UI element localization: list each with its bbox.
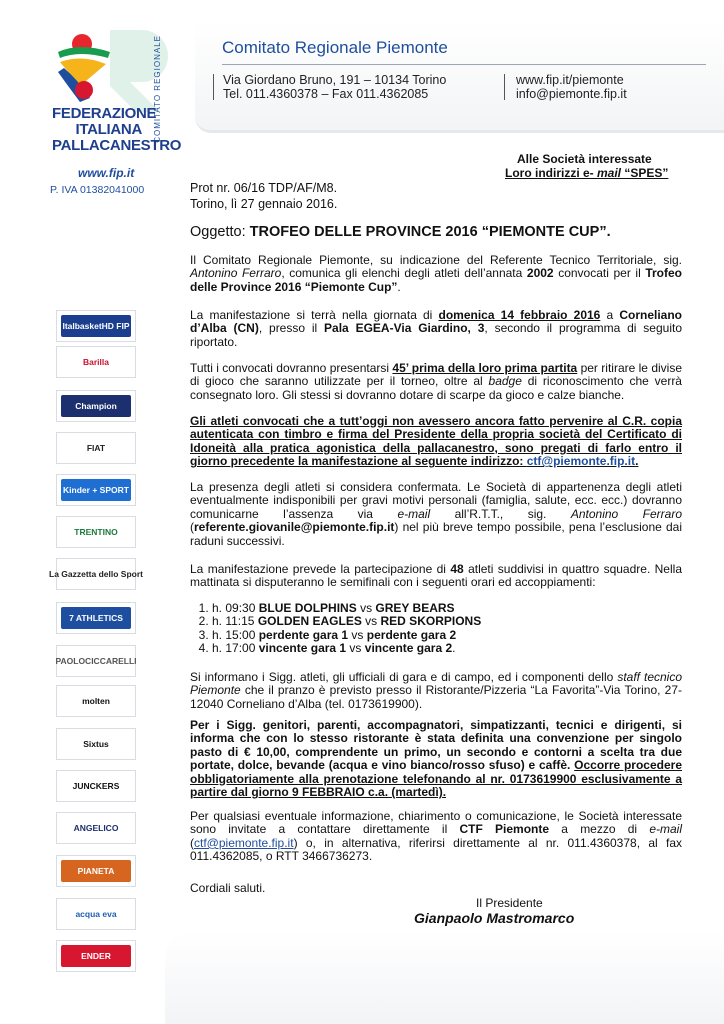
recipient-line: Alle Società interessate: [517, 152, 652, 166]
schedule-item: [212, 642, 481, 655]
place-date: Torino, lì 27 gennaio 2016.: [190, 197, 338, 211]
versus-label: vs: [356, 601, 376, 615]
protocol-block: [190, 180, 337, 212]
paragraph-venue: La manifestazione si terrà nella giornata di domenica 14 febbraio 2016 a Corneliano d’Alba (CN), presso il Pala EGEA-Via Giardino, 3, secondo il programma di seguito riportato.: [190, 308, 683, 349]
team-name: GREY BEARS: [375, 601, 455, 615]
sponsor-logo: [56, 855, 136, 887]
item-end: .: [452, 641, 456, 656]
signatory-role: Il Presidente: [476, 896, 543, 910]
sponsor-label: PIANETA: [61, 860, 131, 882]
sponsor-label: ItalbasketHD FIP: [61, 315, 131, 337]
match-time: h. 11:15: [212, 614, 258, 629]
vertical-label: COMITATO REGIONALE: [153, 35, 162, 143]
sponsor-label: Champion: [61, 395, 131, 417]
sponsor-logo: [49, 558, 143, 590]
schedule-item: [212, 602, 481, 615]
sponsor-logo: [56, 685, 136, 717]
match-time: h. 09:30: [212, 601, 259, 615]
sponsor-label: 7 ATHLETICS: [61, 607, 131, 629]
federation-name: [52, 105, 182, 154]
federation-line-3: PALLACANESTRO: [52, 137, 182, 154]
sponsor-logo: [56, 390, 136, 422]
sponsor-logo: [56, 940, 136, 972]
federation-website: www.fip.it: [78, 166, 135, 180]
paragraph-lunch: Si informano i Sigg. atleti, gli ufficiali di gara e di campo, ed i componenti dello staff tecnico Piemonte che il pranzo è previsto presso il Ristorante/Pizzeria “La Favorita”-Via Torino, 27-12040 Corneliano d’Alba (tel. 0173619900).: [190, 670, 683, 711]
recipient-email-line: [505, 166, 668, 180]
match-time: h. 17:00: [212, 641, 259, 656]
recipient-text: Loro indirizzi e-: [505, 166, 597, 180]
recipient-mail-word: mail: [597, 166, 622, 180]
versus-label: vs: [346, 641, 365, 656]
sponsor-logo: [56, 728, 136, 760]
sponsor-logo: [56, 602, 136, 634]
versus-label: vs: [361, 614, 381, 629]
sponsor-logo: [56, 898, 136, 930]
team-name: RED SKORPIONS: [380, 614, 482, 629]
sponsor-label: TRENTINO: [61, 521, 131, 543]
recipient-block: [505, 152, 668, 180]
paragraph-absence: La presenza degli atleti si considera confermata. Le Società di appartenenza degli atleti eventualmente indisponibili per gravi motivi personali (famiglia, salute, ecc. ecc.) dovranno comunicarne l’assenza via e-mail all’R.T.T., sig. Antonino Ferraro (referente.giovanile@piemonte.fip.it) nel più breve tempo possibile, pena l’esclusione dai raduni successivi.: [190, 480, 682, 548]
email-link[interactable]: info@piemonte.fip.it: [516, 87, 627, 101]
paragraph-arrival: Tutti i convocati dovranno presentarsi 45’ prima della loro prima partita per ritirare le divise di gioco che saranno utilizzate per il torneo, oltre al badge di riconoscimento che verrà consegnato loro. Gli stessi si dovranno dotare di scarpe da gioco e calze bianche.: [190, 361, 683, 402]
versus-label: vs: [348, 627, 367, 642]
header-bar-left: [213, 74, 214, 100]
subject-text: TROFEO DELLE PROVINCE 2016 “PIEMONTE CUP”.: [249, 224, 611, 240]
sponsor-logo: [56, 310, 136, 342]
address-block: [223, 73, 446, 101]
referent-email[interactable]: referente.giovanile@piemonte.fip.it: [194, 520, 395, 535]
header-bar-right: [504, 74, 505, 100]
sponsor-logo: [56, 516, 136, 548]
ctf-email-link[interactable]: ctf@piemonte.fip.it: [526, 454, 636, 469]
fip-emblem-icon: [50, 28, 170, 112]
paragraph-contacts: Per qualsiasi eventuale informazione, chiarimento o comunicazione, le Società interessate sono invitate a contattare direttamente il CTF Piemonte a mezzo di e-mail (ctf@piemonte.fip.it) o, in alternativa, riferirsi direttamente al nr. 011.4360378, al fax 011.4362085, o RTT 3466736273.: [190, 809, 683, 864]
sponsor-label: FIAT: [61, 437, 131, 459]
protocol-number: Prot nr. 06/16 TDP/AF/M8.: [190, 181, 338, 195]
sponsor-logo: [56, 770, 136, 802]
match-time: h. 15:00: [212, 627, 259, 642]
sponsor-label: Kinder + SPORT: [61, 479, 131, 501]
website-link[interactable]: www.fip.it/piemonte: [516, 73, 624, 87]
team-name: perdente gara 1: [258, 627, 349, 642]
sponsor-logo: [56, 474, 136, 506]
recipient-list-name: “SPES”: [621, 166, 669, 180]
vat-number: P. IVA 01382041000: [50, 184, 145, 196]
schedule-list: [190, 602, 481, 656]
sponsor-label: Sixtus: [61, 733, 131, 755]
sponsor-label: acqua eva: [61, 903, 131, 925]
team-name: perdente gara 2: [366, 627, 457, 642]
committee-title: Comitato Regionale Piemonte: [222, 38, 448, 57]
sponsor-label: Barilla: [61, 351, 131, 373]
subject-line: [190, 224, 611, 240]
sponsor-label: ENDER: [61, 945, 131, 967]
paragraph-convocation: Il Comitato Regionale Piemonte, su indicazione del Referente Tecnico Territoriale, sig. Antonino Ferraro, comunica gli elenchi degli atleti dell’annata 2002 convocati per il Trofeo delle Province 2016 “Piemonte Cup”.: [190, 253, 683, 294]
footer-panel: [165, 930, 724, 1024]
sponsor-logo: [56, 346, 136, 378]
paragraph-restaurant-offer: Per i Sigg. genitori, parenti, accompagnatori, simpatizzanti, tecnici e dirigenti, si informa che con lo stesso ristorante è stata definita una convenzione per singolo pasto di € 10,00, comprendente un primo, un secondo e contorni a scelta tra due portate, dolce, bevande (acqua e vino bianco/rosso sfuso) e caffè. Occorre procedere obbligatoriamente alla prenotazione telefonando al nr. 0173619900 esclusivamente a partire dal giorno 9 FEBBRAIO c.a. (martedì).: [190, 718, 682, 800]
sponsor-label: La Gazzetta dello Sport: [61, 563, 131, 585]
ctf-email-link-2[interactable]: ctf@piemonte.fip.it: [194, 835, 294, 850]
schedule-item: [212, 615, 481, 628]
federation-line-1: FEDERAZIONE: [52, 105, 157, 122]
contact-block: [516, 73, 627, 101]
sponsor-logo: [56, 432, 136, 464]
team-name: vincente gara 2: [364, 641, 453, 656]
schedule-item: [212, 629, 481, 642]
team-name: vincente gara 1: [258, 641, 347, 656]
sponsor-label: molten: [61, 690, 131, 712]
paragraph-medical-certificate: Gli atleti convocati che a tutt’oggi non avessero ancora fatto pervenire al C.R. copia autenticata con timbro e firma del Presidente della propria società del Certificato di Idoneità alla pratica agonistica della pallacanestro, sono pregati di farlo entro il giorno precedente la manifestazione al seguente indirizzo: ctf@piemonte.fip.it.: [190, 414, 682, 469]
sponsor-label: ANGELICO: [61, 817, 131, 839]
paragraph-teams: La manifestazione prevede la partecipazione di 48 atleti suddivisi in quattro squadre. Nella mattinata si disputeranno le semifinali con i seguenti orari ed accoppiamenti:: [190, 562, 682, 590]
team-name: BLUE DOLPHINS: [258, 601, 357, 615]
signatory-name: Gianpaolo Mastromarco: [414, 910, 575, 926]
phone-line: Tel. 011.4360378 – Fax 011.4362085: [223, 87, 429, 101]
sponsor-logo: [56, 812, 136, 844]
header-divider: [222, 64, 706, 65]
address-line: Via Giordano Bruno, 191 – 10134 Torino: [223, 73, 447, 87]
subject-label: Oggetto:: [190, 224, 246, 240]
federation-line-2: ITALIANA: [75, 121, 142, 138]
greeting: Cordiali saluti.: [190, 881, 266, 895]
sponsor-logo: [56, 645, 136, 677]
sponsor-label: JUNCKERS: [61, 775, 131, 797]
sponsor-label: PAOLOCICCARELLI: [61, 650, 131, 672]
team-name: GOLDEN EAGLES: [257, 614, 362, 629]
